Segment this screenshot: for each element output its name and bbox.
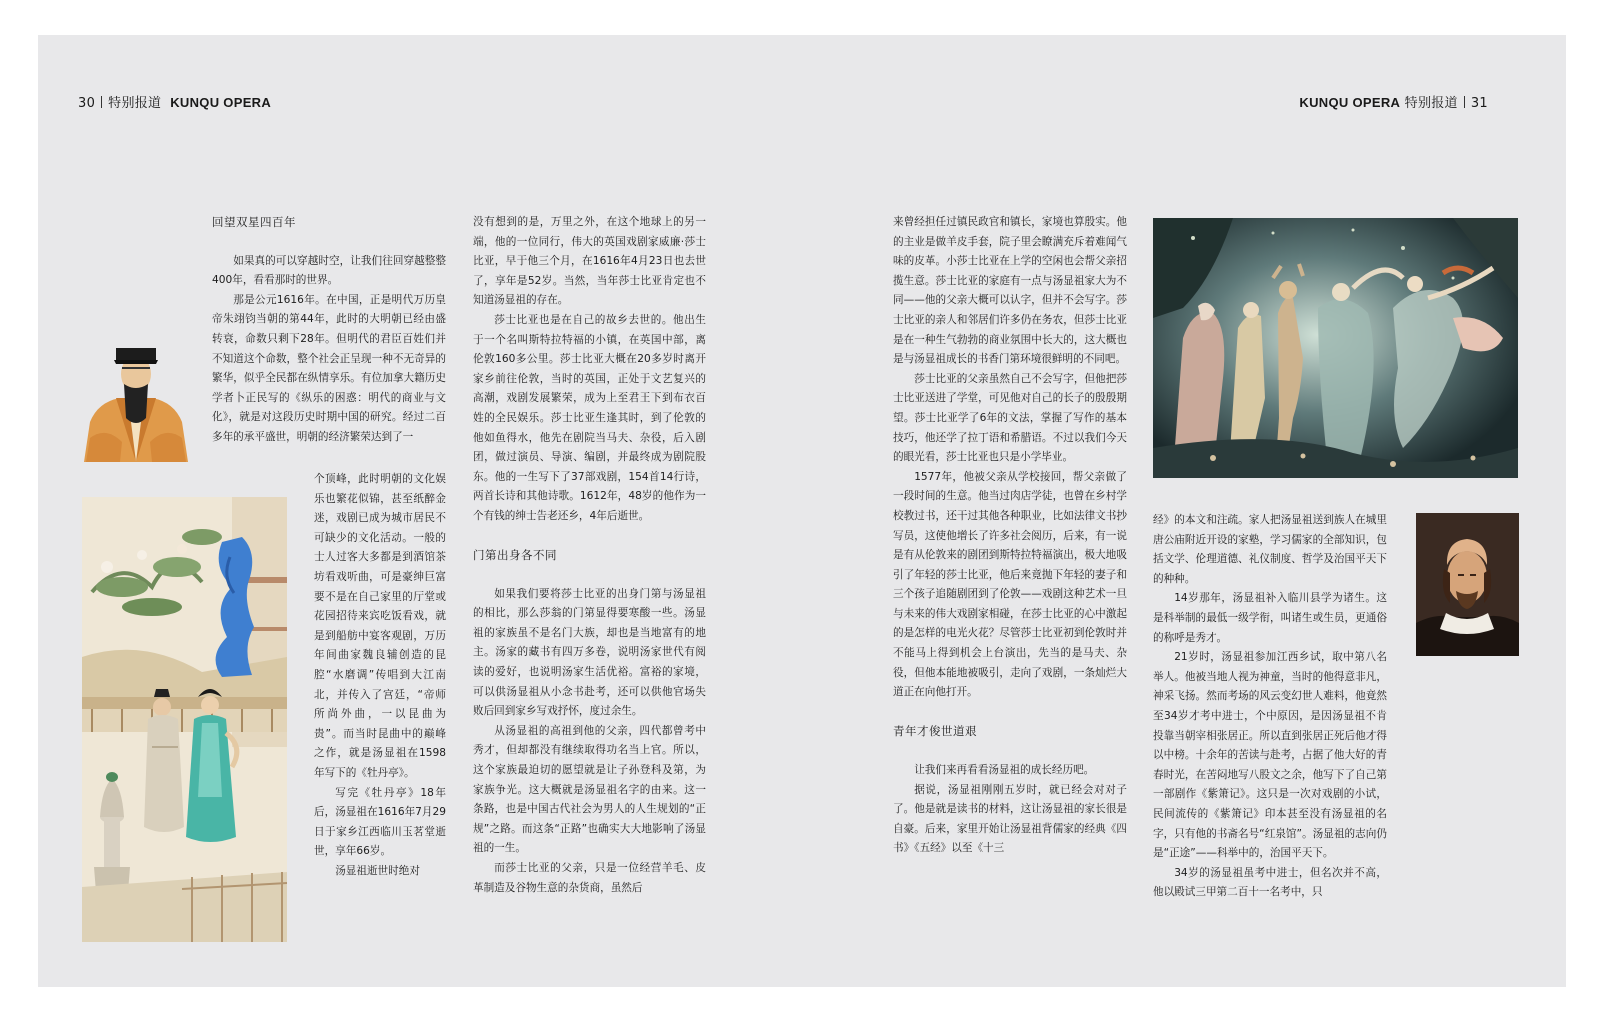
paragraph: 21岁时，汤显祖参加江西乡试，取中第八名举人。他被当地人视为神童，当时的他得意非凡，神采飞扬。然而考场的风云变幻世人难料，他竟然至34岁才考中进士，个中原因，是因汤显祖不肯投靠当朝宰相张居正。所以直到张居正死后他才得以中榜。十余年的苦读与赴考，占据了他大好的青春时光，在苦闷地写八股文之余，他写下了自己第一部剧作《紫箫记》。这只是一次对戏剧的小试，民间流传的《紫箫记》印本甚至没有汤显祖的名字，只有他的书斋名号“红泉馆”。汤显祖的志向仍是“正途”——科举中的，治国平天下。 [1153, 651, 1387, 860]
paragraph: 如果真的可以穿越时空，让我们往回穿越整整400年，看看那时的世界。 [212, 254, 446, 287]
paragraph: 从汤显祖的高祖到他的父亲，四代都曾考中秀才，但却都没有继续取得功名当上官。所以，这个家族最迫切的愿望就是让子孙登科及第，为家族争光。这大概就是汤显祖名字的由来。这一条路，也是中国古代社会为男人的人生规划的“正规”之路。而这条“正路”也确实大大地影响了汤显祖的一生。 [473, 724, 706, 855]
paragraph: 个顶峰，此时明朝的文化娱乐也繁花似锦，甚至纸醉金迷，戏剧已成为城市居民不可缺少的文化活动。一般的士人过客大多都是到酒馆茶坊看戏听曲，可是豪绅巨富要不是在自己家里的厅堂或花园招待来宾吃饭看戏，就是到船舫中宴客观剧，万历年间曲家魏良辅创造的昆腔“水磨调”传唱到大江南北，并传入了宫廷，“帝师所尚外曲，一以昆曲为贵”。而当时昆曲中的巅峰之作，就是汤显祖在1598年写下的《牡丹亭》。 [314, 473, 446, 779]
left-section-title-en: KUNQU OPERA [170, 95, 272, 110]
article-column-4 [1153, 511, 1387, 903]
article-column-1-lower [314, 470, 446, 881]
paragraph: 那是公元1616年。在中国，正是明代万历皇帝朱翊钧当朝的第44年，此时的大明朝已经由盛转衰，命数只剩下28年。但明代的君臣百姓们并不知道这个命数，整个社会正呈现一种不无奇异的繁华，似乎全民都在纵情享乐。有位加拿大籍历史学者卜正民写的《纵乐的困惑：明代的商业与文化》，就是对这段历史时期中国的研究。经过二百多年的承平盛世，明朝的经济繁荣达到了一 [212, 293, 446, 443]
left-folio [78, 92, 271, 111]
article-column-3 [893, 213, 1127, 859]
folio-divider [1464, 96, 1465, 108]
article-column-2 [473, 213, 706, 898]
shakespeare-portrait-icon [1416, 513, 1519, 656]
paragraph: 经》的本文和注疏。家人把汤显祖送到族人在城里唐公庙附近开设的家塾，学习儒家的全部知识，包括文学、伦理道德、礼仪制度、哲学及治国平天下的种种。 [1153, 514, 1387, 585]
right-section-title-en: KUNQU OPERA [1299, 95, 1401, 110]
dancing-fairies-painting-icon [1153, 218, 1518, 478]
tang-xianzu-portrait-icon [76, 318, 196, 462]
paragraph: 莎士比亚也是在自己的故乡去世的。他出生于一个名叫斯特拉特福的小镇，在英国中部，离伦敦160多公里。莎士比亚大概在20多岁时离开家乡前往伦敦，当时的英国，正处于文艺复兴的高潮，戏剧发展繁荣，成为上至君王下到布衣百姓的全民娱乐。莎士比亚生逢其时，到了伦敦的他如鱼得水，他先在剧院当马夫、杂役，后入剧团，做过演员、导演、编剧，并最终成为剧院股东。他的一生写下了37部戏剧，154首14行诗，两首长诗和其他诗歌。1612年，48岁的他作为一个有钱的绅士告老还乡，4年后逝世。 [473, 313, 706, 522]
paragraph: 14岁那年，汤显祖补入临川县学为诸生。这是科举制的最低一级学衔，叫诸生或生员，更通俗的称呼是秀才。 [1153, 592, 1387, 644]
article-column-1 [212, 213, 446, 448]
paragraph: 汤显祖逝世时绝对 [335, 864, 420, 877]
section-heading-1: 回望双星四百年 [212, 215, 296, 229]
section-heading-2: 门第出身各不同 [473, 548, 557, 563]
paragraph: 如果我们要将莎士比亚的出身门第与汤显祖的相比，那么莎翁的门第显得要寒酸一些。汤显祖的家族虽不是名门大族，却也是当地富有的地主。汤家的藏书有四万多卷，说明汤家世代有阅读的爱好，也说明汤家生活优裕。富裕的家境，可以供汤显祖从小念书赴考，还可以供他官场失败后回到家乡写戏抒怀，度过余生。 [473, 587, 706, 718]
right-section-label: 特别报道 [1404, 96, 1458, 111]
peony-pavilion-painting-icon [82, 497, 287, 942]
right-folio [1299, 92, 1488, 111]
paragraph: 没有想到的是，万里之外，在这个地球上的另一端，他的一位同行，伟大的英国戏剧家威廉·莎士比亚，早于他三个月，在1616年4月23日也去世了，享年是52岁。当然，当年莎士比亚肯定也不知道汤显祖的存在。 [473, 216, 706, 307]
left-page-number: 30 [78, 96, 96, 111]
paragraph: 让我们来再看看汤显祖的成长经历吧。 [914, 764, 1095, 777]
paragraph: 而莎士比亚的父亲，只是一位经营羊毛、皮革制造及谷物生意的杂货商，虽然后 [473, 862, 706, 894]
paragraph: 莎士比亚的父亲虽然自己不会写字，但他把莎士比亚送进了学堂，可见他对自己的长子的殷殷期望。莎士比亚学了6年的文法，掌握了写作的基本技巧，他还学了拉丁语和希腊语。不过以我们今天的眼光看，莎士比亚也只是小学毕业。 [893, 372, 1127, 464]
paragraph: 据说，汤显祖刚刚五岁时，就已经会对对子了。他是就是读书的材料，这让汤显祖的家长很是自豪。后来，家里开始让汤显祖背儒家的经典《四书》《五经》以至《十三 [893, 783, 1127, 855]
right-page-number: 31 [1470, 96, 1488, 111]
paragraph: 写完《牡丹亭》18年后，汤显祖在1616年7月29日于家乡江西临川玉茗堂逝世，享年66岁。 [314, 786, 446, 858]
left-section-label: 特别报道 [108, 96, 162, 111]
paragraph: 34岁的汤显祖虽考中进士，但名次并不高，他以殿试三甲第二百十一名考中，只 [1153, 866, 1387, 899]
paragraph: 1577年，他被父亲从学校接回，帮父亲做了一段时间的生意。他当过肉店学徒，也曾在乡村学校教过书，还干过其他各种职业，比如法律文书抄写员，这使他增长了许多社会阅历，后来，有一说是有从伦敦来的剧团到斯特拉特福演出，极大地吸引了年轻的莎士比亚，他后来竟抛下年轻的妻子和三个孩子追随剧团到了伦敦——戏剧这种艺术一旦与未来的伟大戏剧家相碰，在莎士比亚的心中激起的是怎样的电光火花？尽管莎士比亚初到伦敦时并不能马上得到机会上台演出，先当的是马夫、杂役，但他本能地被吸引，走向了戏剧，一条灿烂大道正在向他打开。 [893, 470, 1127, 699]
section-heading-3: 青年才俊世道艰 [893, 724, 977, 739]
folio-divider [101, 96, 102, 108]
paragraph: 来曾经担任过镇民政官和镇长，家境也算殷实。他的主业是做羊皮手套，院子里会瞭满充斥着难闻气味的皮革。小莎士比亚在上学的空闲也会帮父亲招揽生意。莎士比亚的家庭有一点与汤显祖家大为不同——他的父亲大概可以认字，但并不会写字。莎士比亚的亲人和邻居们许多仍在务农，但莎士比亚是在一种生气勃勃的商业氛围中长大的，这大概也是与汤显祖成长的书香门第环境很鲜明的不同吧。 [893, 216, 1127, 366]
